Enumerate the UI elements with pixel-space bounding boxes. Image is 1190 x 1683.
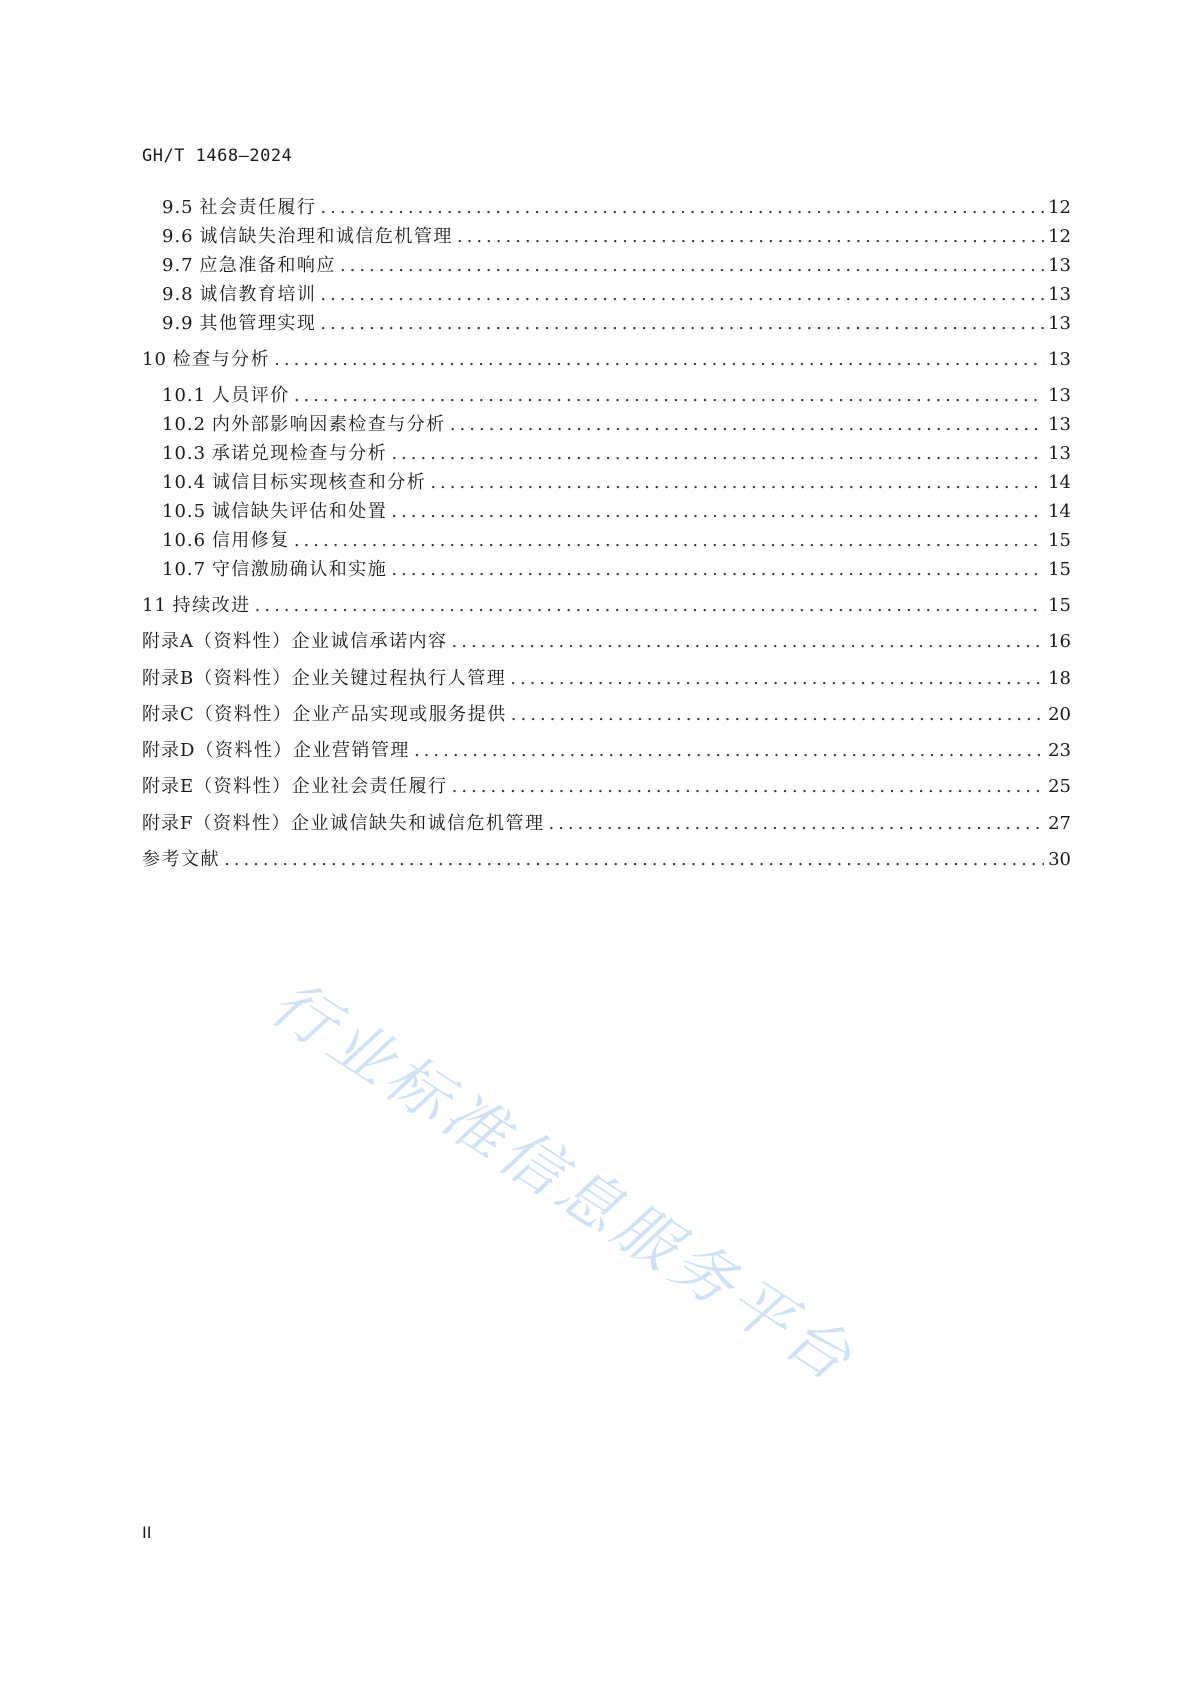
toc-entry-number: 10.1 bbox=[162, 385, 207, 406]
toc-entry-9-9[interactable] bbox=[162, 309, 1071, 337]
toc-leader-dots bbox=[430, 472, 1044, 493]
toc-leader-dots bbox=[450, 414, 1044, 435]
toc-entry-title: 应急准备和响应 bbox=[199, 255, 336, 276]
toc-leader-dots bbox=[414, 740, 1044, 761]
toc-leader-dots bbox=[452, 776, 1044, 797]
toc-entry-page: 20 bbox=[1048, 704, 1071, 725]
toc-entry-number: 附录B bbox=[142, 668, 195, 689]
toc-entry-appendix-a[interactable] bbox=[142, 627, 1071, 655]
toc-entry-9-8[interactable] bbox=[162, 280, 1071, 308]
toc-entry-10-4[interactable] bbox=[162, 468, 1071, 496]
toc-leader-dots bbox=[255, 595, 1044, 616]
document-code-header: GH/T 1468—2024 bbox=[142, 146, 293, 166]
toc-entry-9-5[interactable] bbox=[162, 193, 1071, 221]
toc-entry-title: （资料性）企业诚信承诺内容 bbox=[194, 631, 448, 652]
toc-leader-dots bbox=[294, 385, 1044, 406]
toc-entry-page: 13 bbox=[1048, 255, 1071, 276]
toc-entry-10-7[interactable] bbox=[162, 555, 1071, 583]
toc-entry-appendix-b[interactable] bbox=[142, 664, 1071, 692]
toc-entry-references[interactable] bbox=[142, 845, 1071, 873]
watermark-text: 行业标准信息服务平台 bbox=[258, 965, 869, 1398]
toc-entry-title: 检查与分析 bbox=[172, 349, 271, 370]
toc-entry-title: 内外部影响因素检查与分析 bbox=[211, 414, 446, 435]
toc-entry-title: 守信激励确认和实施 bbox=[211, 559, 388, 580]
toc-entry-title: 承诺兑现检查与分析 bbox=[211, 443, 388, 464]
toc-leader-dots bbox=[274, 349, 1044, 370]
toc-entry-title: （资料性）企业社会责任履行 bbox=[194, 776, 448, 797]
toc-entry-number: 附录A bbox=[142, 631, 194, 652]
toc-entry-title: （资料性）企业关键过程执行人管理 bbox=[194, 668, 507, 689]
toc-entry-number: 9.8 bbox=[162, 284, 194, 305]
toc-entry-title: 信用修复 bbox=[211, 530, 290, 551]
toc-leader-dots bbox=[294, 530, 1044, 551]
toc-leader-dots bbox=[511, 704, 1044, 725]
toc-entry-title: 其他管理实现 bbox=[199, 313, 317, 334]
toc-entry-page: 12 bbox=[1048, 197, 1071, 218]
toc-entry-appendix-c[interactable] bbox=[142, 700, 1071, 728]
toc-entry-appendix-d[interactable] bbox=[142, 736, 1071, 764]
toc-leader-dots bbox=[457, 226, 1044, 247]
toc-entry-number: 10.2 bbox=[162, 414, 207, 435]
toc-entry-number: 10.5 bbox=[162, 501, 207, 522]
toc-entry-number: 10.4 bbox=[162, 472, 207, 493]
toc-entry-number: 附录D bbox=[142, 740, 196, 761]
toc-entry-number: 9.5 bbox=[162, 197, 194, 218]
toc-entry-page: 15 bbox=[1048, 530, 1071, 551]
toc-entry-page: 14 bbox=[1048, 472, 1071, 493]
toc-leader-dots bbox=[320, 197, 1044, 218]
toc-entry-number: 9.7 bbox=[162, 255, 194, 276]
toc-entry-number: 10.7 bbox=[162, 559, 207, 580]
toc-entry-page: 18 bbox=[1048, 668, 1071, 689]
toc-entry-page: 27 bbox=[1048, 813, 1071, 834]
toc-entry-number: 附录C bbox=[142, 704, 195, 725]
toc-entry-title: 诚信目标实现核查和分析 bbox=[211, 472, 427, 493]
toc-leader-dots bbox=[224, 849, 1044, 870]
toc-entry-number: 10.6 bbox=[162, 530, 207, 551]
toc-entry-title: 诚信缺失评估和处置 bbox=[211, 501, 388, 522]
toc-entry-number: 附录F bbox=[142, 813, 194, 834]
toc-entry-11[interactable] bbox=[142, 591, 1071, 619]
toc-entry-page: 16 bbox=[1048, 631, 1071, 652]
toc-leader-dots bbox=[391, 443, 1044, 464]
toc-entry-10[interactable] bbox=[142, 345, 1071, 373]
toc-entry-number: 10 bbox=[142, 349, 167, 370]
toc-leader-dots bbox=[391, 501, 1044, 522]
toc-entry-title: 诚信缺失治理和诚信危机管理 bbox=[199, 226, 453, 247]
toc-entry-title: 参考文献 bbox=[142, 849, 220, 870]
toc-entry-page: 13 bbox=[1048, 443, 1071, 464]
toc-entry-page: 15 bbox=[1048, 559, 1071, 580]
toc-entry-number: 9.9 bbox=[162, 313, 194, 334]
toc-entry-title: 持续改进 bbox=[172, 595, 251, 616]
toc-entry-page: 13 bbox=[1048, 349, 1071, 370]
toc-entry-page: 13 bbox=[1048, 414, 1071, 435]
toc-entry-page: 13 bbox=[1048, 313, 1071, 334]
toc-entry-10-6[interactable] bbox=[162, 526, 1071, 554]
toc-entry-page: 14 bbox=[1048, 501, 1071, 522]
toc-entry-page: 13 bbox=[1048, 385, 1071, 406]
toc-entry-title: （资料性）企业产品实现或服务提供 bbox=[194, 704, 507, 725]
toc-leader-dots bbox=[340, 255, 1044, 276]
toc-entry-9-7[interactable] bbox=[162, 251, 1071, 279]
toc-leader-dots bbox=[510, 668, 1044, 689]
toc-leader-dots bbox=[549, 813, 1045, 834]
toc-entry-appendix-e[interactable] bbox=[142, 772, 1071, 800]
toc-leader-dots bbox=[391, 559, 1044, 580]
toc-entry-page: 23 bbox=[1048, 740, 1071, 761]
toc-entry-title: 诚信教育培训 bbox=[199, 284, 317, 305]
toc-entry-title: （资料性）企业营销管理 bbox=[195, 740, 410, 761]
toc-entry-number: 11 bbox=[142, 595, 167, 616]
toc-entry-page: 30 bbox=[1048, 849, 1071, 870]
toc-entry-title: 人员评价 bbox=[211, 385, 290, 406]
toc-leader-dots bbox=[452, 631, 1045, 652]
toc-entry-10-2[interactable] bbox=[162, 410, 1071, 438]
toc-entry-appendix-f[interactable] bbox=[142, 809, 1071, 837]
toc-entry-page: 15 bbox=[1048, 595, 1071, 616]
toc-entry-number: 附录E bbox=[142, 776, 195, 797]
page-number: II bbox=[142, 1523, 152, 1542]
toc-entry-10-1[interactable] bbox=[162, 381, 1071, 409]
toc-entry-10-3[interactable] bbox=[162, 439, 1071, 467]
toc-leader-dots bbox=[320, 284, 1044, 305]
toc-entry-number: 9.6 bbox=[162, 226, 194, 247]
toc-entry-title: （资料性）企业诚信缺失和诚信危机管理 bbox=[193, 813, 545, 834]
toc-leader-dots bbox=[320, 313, 1044, 334]
toc-entry-number: 10.3 bbox=[162, 443, 207, 464]
toc-entry-page: 12 bbox=[1048, 226, 1071, 247]
toc-entry-title: 社会责任履行 bbox=[199, 197, 317, 218]
toc-entry-page: 13 bbox=[1048, 284, 1071, 305]
toc-entry-9-6[interactable] bbox=[162, 222, 1071, 250]
toc-entry-10-5[interactable] bbox=[162, 497, 1071, 525]
toc-entry-page: 25 bbox=[1048, 776, 1071, 797]
